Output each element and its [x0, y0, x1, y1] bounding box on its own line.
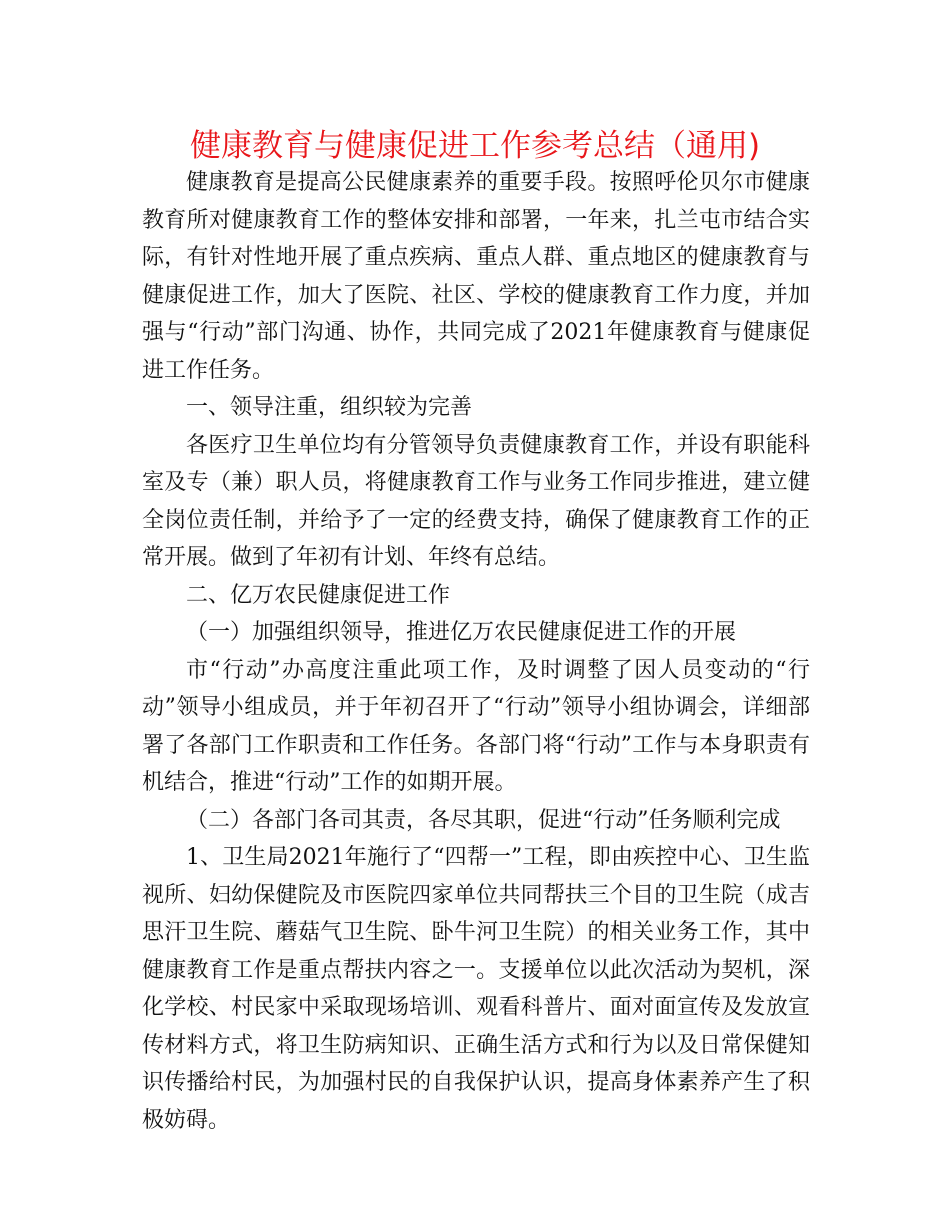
- paragraph-action-office: 市“行动”办高度注重此项工作，及时调整了因人员变动的“行动”领导小组成员，并于年初召开了“行动”领导小组协调会，详细部署了各部门工作职责和工作任务。各部门将“行动”工作与本身职责有机结合，推进“行动”工作的如期开展。: [142, 657, 810, 795]
- paragraph-health-bureau: 1、卫生局2021年施行了“四帮一”工程，即由疾控中心、卫生监视所、妇幼保健院及市医院四家单位共同帮扶三个目的卫生院（成吉思汗卫生院、蘑菇气卫生院、卧牛河卫生院）的相关业务工作，其中健康教育工作是重点帮扶内容之一。支援单位以此次活动为契机，深化学校、村民家中采取现场培训、观看科普片、面对面宣传及发放宣传材料方式，将卫生防病知识、正确生活方式和行为以及日常保健知识传播给村民，为加强村民的自我保护认识，提高身体素养产生了积极妨碍。: [142, 845, 810, 1133]
- section-heading-2: 二、亿万农民健康促进工作: [186, 582, 451, 608]
- subsection-heading-2: （二）各部门各司其责，各尽其职，促进“行动”任务顺利完成: [186, 807, 781, 833]
- document-body: [142, 164, 810, 1139]
- paragraph-leadership: 各医疗卫生单位均有分管领导负责健康教育工作，并设有职能科室及专（兼）职人员，将健康教育工作与业务工作同步推进，建立健全岗位责任制，并给予了一定的经费支持，确保了健康教育工作的正常开展。做到了年初有计划、年终有总结。: [142, 432, 810, 570]
- subsection-heading-1: （一）加强组织领导，推进亿万农民健康促进工作的开展: [186, 620, 737, 645]
- document-title: 健康教育与健康促进工作参考总结（通用): [189, 128, 761, 164]
- section-heading-1: 一、领导注重，组织较为完善: [186, 395, 473, 420]
- paragraph-intro: 健康教育是提高公民健康素养的重要手段。按照呼伦贝尔市健康教育所对健康教育工作的整体安排和部署，一年来，扎兰屯市结合实际，有针对性地开展了重点疾病、重点人群、重点地区的健康教育与健康促进工作，加大了医院、社区、学校的健康教育工作力度，并加强与“行动”部门沟通、协作，共同完成了2021年健康教育与健康促进工作任务。: [142, 170, 810, 383]
